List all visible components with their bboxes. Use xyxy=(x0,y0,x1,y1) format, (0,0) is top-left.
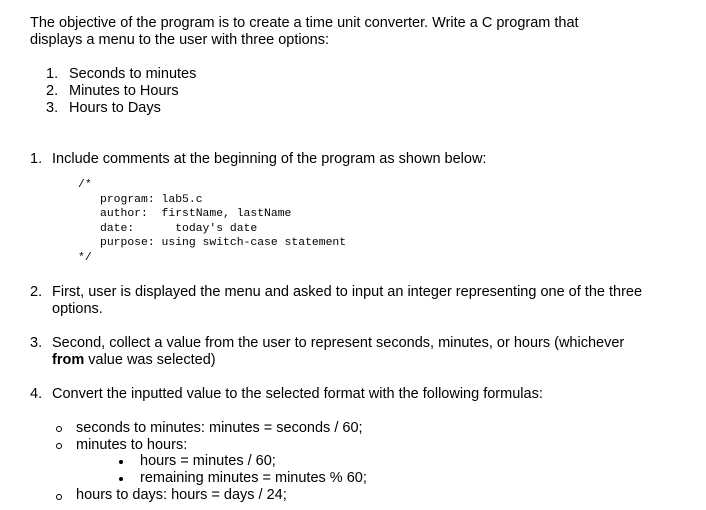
menu-option-text: Seconds to minutes xyxy=(69,66,197,82)
step-3-bold-word: from xyxy=(52,352,85,368)
step-3-line-1: Second, collect a value from the user to represent seconds, minutes, or hours (whichever xyxy=(52,335,625,351)
step-number: 3. xyxy=(30,335,43,351)
menu-option-number: 2. xyxy=(46,83,59,99)
formula-sub-item: hours = minutes / 60; xyxy=(140,453,276,469)
step-1-text: Include comments at the beginning of the program as shown below: xyxy=(52,151,487,167)
menu-option-number: 3. xyxy=(46,100,59,116)
menu-option-text: Hours to Days xyxy=(69,100,161,116)
formula-item: seconds to minutes: minutes = seconds / 60; xyxy=(76,420,363,436)
step-number: 4. xyxy=(30,386,43,402)
step-2-line-1: First, user is displayed the menu and asked to input an integer representing one of the three xyxy=(52,284,643,300)
hollow-bullet-icon xyxy=(56,426,62,432)
bullet-icon xyxy=(119,460,123,464)
menu-option-number: 1. xyxy=(46,66,59,82)
step-3-line-2 xyxy=(52,352,216,369)
comment-open: /* xyxy=(78,179,92,191)
comment-close: */ xyxy=(78,252,92,264)
bullet-icon xyxy=(119,477,123,481)
formula-sub-item: remaining minutes = minutes % 60; xyxy=(140,470,367,486)
step-number: 1. xyxy=(30,151,43,167)
hollow-bullet-icon xyxy=(56,494,62,500)
menu-option-text: Minutes to Hours xyxy=(69,83,179,99)
intro-line-2: displays a menu to the user with three options: xyxy=(30,32,330,48)
step-4-text: Convert the inputted value to the selected format with the following formulas: xyxy=(52,386,543,402)
formula-item: minutes to hours: xyxy=(76,437,188,453)
intro-line-1: The objective of the program is to create a time unit converter. Write a C program that xyxy=(30,15,579,31)
step-2-line-2: options. xyxy=(52,301,103,317)
step-3-line-2-rest: value was selected) xyxy=(84,352,216,368)
code-line: author: firstName, lastName xyxy=(100,208,292,220)
code-line: purpose: using switch-case statement xyxy=(100,237,347,249)
code-line: date: today's date xyxy=(100,223,258,235)
hollow-bullet-icon xyxy=(56,443,62,449)
step-number: 2. xyxy=(30,284,43,300)
formula-item: hours to days: hours = days / 24; xyxy=(76,487,287,503)
code-line: program: lab5.c xyxy=(100,194,203,206)
